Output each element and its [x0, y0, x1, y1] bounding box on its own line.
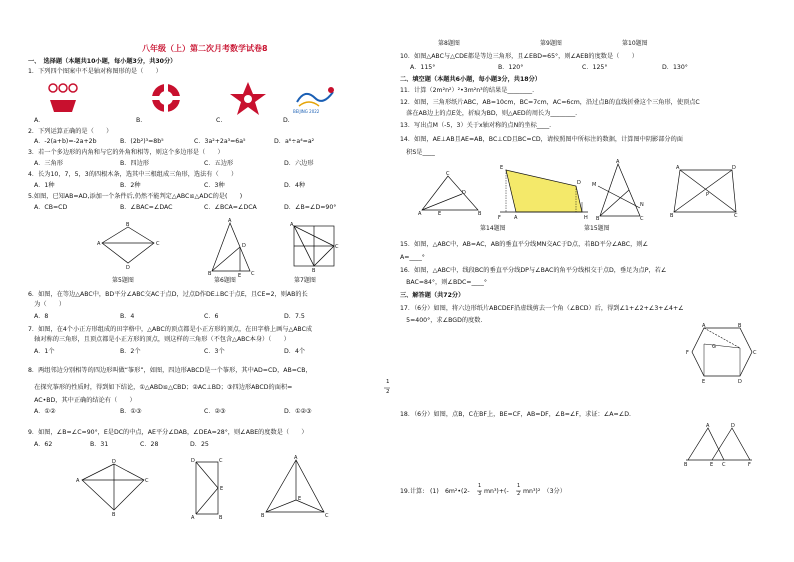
- figure-15-triangle-diagram: [592, 159, 646, 222]
- svg-text:D: D: [738, 379, 742, 385]
- svg-text:D: D: [732, 165, 736, 171]
- svg-text:C: C: [325, 513, 329, 519]
- question-19-part-b: mn³)+(-: [484, 488, 509, 495]
- question-17-line-2: 5=400°，求∠BGD的度数.: [400, 317, 483, 324]
- section-solve-heading: 三、解答题（共72分）: [400, 292, 465, 299]
- question-10: 10．如图△ABC与△CDE都是等边三角形，且∠EBD=65°，则∠AEB的度数是（ ）: [400, 53, 638, 60]
- question-16-line-2: BAC=84°，则∠BDC=____°: [400, 279, 487, 286]
- question-15-line-1: 15．如图，△ABC中，AB=AC，AB的垂直平分线MN交AC于D点，若BD平分∠ABC，则∠: [400, 241, 648, 248]
- svg-text:D: D: [191, 458, 195, 464]
- figure-12-fold-diagram: [418, 172, 484, 216]
- svg-text:C: C: [156, 241, 160, 247]
- question-8-line-2: 在探究筝形的性质时，得到如下结论，①△ABD≌△CBD；②AC⊥BD；③四边形ABCD的面积=: [28, 384, 293, 391]
- question-3: 3．若一个多边形的内角和与它的外角和相等，则这个多边形是（ ）: [28, 149, 224, 156]
- q6-option-c: C．6: [204, 313, 219, 320]
- figure-8-kite-diagram: [78, 458, 148, 516]
- svg-text:C: C: [145, 478, 149, 484]
- q2-option-b: B．(2b²)³=8b⁵: [120, 138, 164, 145]
- svg-text:D: D: [112, 459, 116, 465]
- figure-9-quadrilateral-diagram: [188, 458, 228, 520]
- svg-text:A: A: [702, 323, 706, 329]
- q1-option-c: C.: [216, 117, 223, 124]
- svg-text:M: M: [592, 182, 597, 188]
- question-12-line-1: 12．如图，三角形纸片ABC，AB=10cm，BC=7cm，AC=6cm，沿过点B的直线折叠这个三角形，使顶点C: [400, 99, 700, 106]
- logo-d-caption: BEIJING 2022: [293, 109, 320, 114]
- svg-text:A: A: [706, 423, 710, 429]
- svg-text:A: A: [418, 211, 422, 217]
- svg-text:E: E: [710, 462, 714, 468]
- q6-option-a: A．8: [34, 313, 49, 320]
- q1-option-d: D.: [283, 117, 290, 124]
- figure-16-quadrilateral-diagram: [670, 166, 742, 218]
- svg-text:D: D: [462, 190, 466, 196]
- q3-option-d: D．六边形: [284, 160, 314, 167]
- figure-6-triangle-diagram: [208, 218, 258, 279]
- svg-text:B: B: [126, 222, 130, 228]
- q10-option-c: C．125°: [582, 64, 608, 71]
- svg-text:A: A: [228, 218, 232, 224]
- q6-option-d: D．7.5: [284, 313, 305, 320]
- q1-option-b: B.: [136, 117, 143, 124]
- svg-text:B: B: [684, 462, 688, 468]
- svg-text:F: F: [686, 350, 689, 356]
- svg-text:B: B: [112, 512, 116, 518]
- svg-text:B: B: [478, 211, 482, 217]
- question-6-line-2: 为（ ）: [28, 301, 66, 308]
- svg-text:H: H: [584, 215, 588, 221]
- q6-option-b: B．4: [120, 313, 135, 320]
- svg-text:C: C: [722, 462, 726, 468]
- figure-17-hexagon-diagram: [682, 322, 756, 384]
- svg-text:A: A: [676, 165, 680, 171]
- logo-b-petals-icon: [146, 80, 186, 120]
- figure-15-caption: 第15题图: [584, 225, 610, 232]
- question-9: 9．如图，∠B=∠C=90°，E是DC的中点，AE平分∠DAB，∠DEA=28°，则∠ABE的度数是（ ）: [28, 429, 308, 436]
- q7-option-d: D．4个: [284, 348, 306, 355]
- svg-text:A: A: [76, 478, 80, 484]
- svg-text:E: E: [702, 379, 706, 385]
- question-5: 5.如图，已知AB=AD,添加一个条件后,仍然不能判定△ABC≌△ADC的是( ): [28, 193, 243, 200]
- q1-option-a: A.: [34, 117, 41, 124]
- question-19-part-a: (1) 6m²•(2-: [430, 488, 470, 495]
- figure-8-caption: 第8题图: [438, 40, 460, 47]
- figure-7-caption: 第7题图: [294, 277, 316, 284]
- q2-option-d: D．a⁶÷a⁴=a²: [274, 138, 315, 145]
- figure-9-caption: 第9题图: [540, 40, 562, 47]
- svg-text:A: A: [290, 222, 294, 228]
- page-title: 八年级（上）第二次月考数学试卷8: [142, 44, 268, 53]
- svg-text:B: B: [208, 271, 212, 277]
- figure-14-shaded-diagram: [496, 164, 592, 220]
- question-12-line-2: 落在AB边上的点E处，折痕为BD，则△AED的周长为________.: [400, 110, 578, 117]
- svg-text:D: D: [577, 180, 581, 186]
- question-4: 4．长为10，7，5，3的四根木条，选其中三根组成三角形，选法有（ ）: [28, 171, 238, 178]
- svg-text:A: A: [294, 455, 298, 461]
- svg-text:C: C: [753, 350, 757, 356]
- logo-a-rings-icon: [44, 80, 84, 118]
- q8-option-c: C．②③: [204, 408, 226, 415]
- q5-option-c: C．∠BCA=∠DCA: [204, 204, 257, 211]
- question-2: 2．下列运算正确的是（ ）: [28, 128, 113, 135]
- q4-option-a: A．1种: [34, 182, 55, 189]
- svg-text:B: B: [219, 515, 223, 521]
- svg-text:E: E: [298, 496, 302, 502]
- q9-option-c: C．28: [140, 441, 159, 448]
- q9-option-d: D．25: [190, 441, 209, 448]
- question-13: 13．写出点M（-5，3）关于x轴对称的点N的坐标____.: [400, 122, 552, 129]
- q2-option-a: A．-2(a+b)=-2a+2b: [34, 138, 97, 145]
- question-18: 18．（6分）如图，点B，C在BF上，BE=CF，AB=DF，∠B=∠F，求证：∠A=∠D.: [400, 411, 631, 418]
- svg-text:A: A: [514, 215, 518, 221]
- q5-option-b: B．∠BAC=∠DAC: [120, 204, 173, 211]
- q8-fraction-denominator: 2: [386, 389, 390, 395]
- svg-text:P: P: [706, 192, 710, 198]
- q19-frac2-numerator: 1: [517, 483, 521, 489]
- svg-text:F: F: [748, 462, 751, 468]
- q3-option-b: B．四边形: [120, 160, 149, 167]
- q5-option-d: D．∠B=∠D=90°: [284, 204, 337, 211]
- question-7-line-1: 7．如图，在4个小正方形组成的田字格中，△ABC的顶点都是小正方形的顶点，在田字格上画与△ABC成: [28, 326, 313, 333]
- svg-text:B: B: [312, 268, 316, 274]
- q8-option-b: B．①③: [120, 408, 142, 415]
- figure-14-caption: 第14题图: [480, 225, 506, 232]
- question-1: 1．下列四个图案中不是轴对称图形的是（ ）: [28, 68, 162, 75]
- svg-text:C: C: [640, 216, 644, 222]
- q7-option-a: A．1个: [34, 348, 55, 355]
- q8-option-a: A．①②: [34, 408, 56, 415]
- svg-text:C: C: [335, 244, 339, 250]
- question-19-part-c: mn³)² （3分）: [523, 488, 566, 495]
- q4-option-b: B．2种: [120, 182, 141, 189]
- question-6-line-1: 6．如图，在等边△ABC中，BD平分∠ABC交AC于点D，过点D作DE⊥BC于点E，且CE=2，则AB的长: [28, 291, 308, 298]
- figure-5-kite-diagram: [98, 223, 158, 269]
- q8-fraction-numerator: 1: [386, 379, 390, 385]
- svg-text:E: E: [500, 165, 504, 171]
- svg-text:N: N: [640, 202, 644, 208]
- figure-10-caption: 第10题图: [622, 40, 648, 47]
- svg-text:C: C: [219, 458, 223, 464]
- svg-text:D: D: [731, 423, 735, 429]
- q4-option-c: C．3种: [204, 182, 225, 189]
- question-14-line-1: 14．如图，AE⊥AB且AE=AB，BC⊥CD且BC=CD，请按照图中所标注的数据，计算图中阴影部分的面: [400, 136, 683, 143]
- q9-option-b: B．31: [90, 441, 109, 448]
- q3-option-a: A．三角形: [34, 160, 63, 167]
- svg-text:B: B: [738, 323, 742, 329]
- section-fill-heading: 二、填空题（本题共6小题，每小题3分，共18分）: [400, 76, 541, 83]
- q10-option-a: A．115°: [410, 64, 436, 71]
- svg-text:E: E: [438, 211, 442, 217]
- q19-frac1-denominator: 3: [478, 491, 482, 497]
- logo-c-star-icon: [228, 80, 268, 120]
- question-19-label: 19.计算:: [400, 488, 425, 495]
- figure-7-grid-diagram: [290, 222, 340, 272]
- svg-text:B: B: [596, 216, 600, 222]
- svg-text:E: E: [220, 486, 224, 492]
- svg-text:F: F: [498, 215, 501, 221]
- question-8-line-3: AC•BD，其中正确的结论有（ ）: [28, 397, 136, 404]
- q9-option-a: A．62: [34, 441, 53, 448]
- figure-18-triangles-diagram: [684, 420, 754, 466]
- q19-frac1-numerator: 1: [478, 483, 482, 489]
- svg-text:G: G: [712, 344, 716, 350]
- svg-text:D: D: [126, 265, 130, 271]
- question-11: 11．计算（2m²n²）²•3m²n³的结果是________.: [400, 87, 535, 94]
- svg-text:C: C: [734, 213, 738, 219]
- q19-frac2-denominator: 2: [517, 491, 521, 497]
- svg-text:B: B: [261, 513, 265, 519]
- section-choice-heading: 一、 选择题（本题共10小题，每小题3分，共30分）: [28, 58, 177, 65]
- q7-option-b: B．2个: [120, 348, 141, 355]
- q8-option-d: D．①②③: [284, 408, 312, 415]
- svg-text:A: A: [191, 515, 195, 521]
- question-14-line-2: 积S是____: [400, 149, 435, 156]
- q7-option-c: C．3个: [204, 348, 225, 355]
- svg-text:A: A: [97, 241, 101, 247]
- figure-5-caption: 第5题图: [112, 277, 134, 284]
- q10-option-b: B．120°: [498, 64, 524, 71]
- question-17-line-1: 17．（6分）如图，将六边形纸片ABCDEF沿虚线剪去一个角（∠BCD）后，得到∠1+∠2+∠3+∠4+∠: [400, 305, 684, 312]
- q2-option-c: C．3a²+2a³=6a⁵: [194, 138, 246, 145]
- q5-option-a: A．CB=CD: [34, 204, 68, 211]
- q3-option-c: C．五边形: [204, 160, 234, 167]
- svg-text:E: E: [238, 273, 242, 279]
- question-8-line-1: 8．两组邻边分别相等的四边形叫做“筝形”，如图，四边形ABCD是一个筝形，其中AD=CD，AB=CB，: [28, 367, 312, 374]
- figure-6-caption: 第6题图: [214, 277, 236, 284]
- svg-text:C: C: [446, 171, 450, 177]
- question-15-line-2: A=____°: [400, 254, 425, 261]
- svg-text:D: D: [242, 243, 246, 249]
- q10-option-d: D．130°: [662, 64, 688, 71]
- q4-option-d: D．4种: [284, 182, 306, 189]
- svg-text:B: B: [670, 213, 674, 219]
- question-7-line-2: 轴对称的三角形，且顶点都是小正方形的顶点，则这样的三角形（不包含△ABC本身）（ ）: [28, 336, 290, 343]
- svg-text:C: C: [251, 271, 255, 277]
- question-16-line-1: 16．如图，△ABC中，线段BC的垂直平分线DP与∠BAC的角平分线相交于点D，垂足为点P，若∠: [400, 267, 667, 274]
- svg-text:A: A: [616, 159, 620, 165]
- figure-10-triangles-diagram: [260, 456, 330, 518]
